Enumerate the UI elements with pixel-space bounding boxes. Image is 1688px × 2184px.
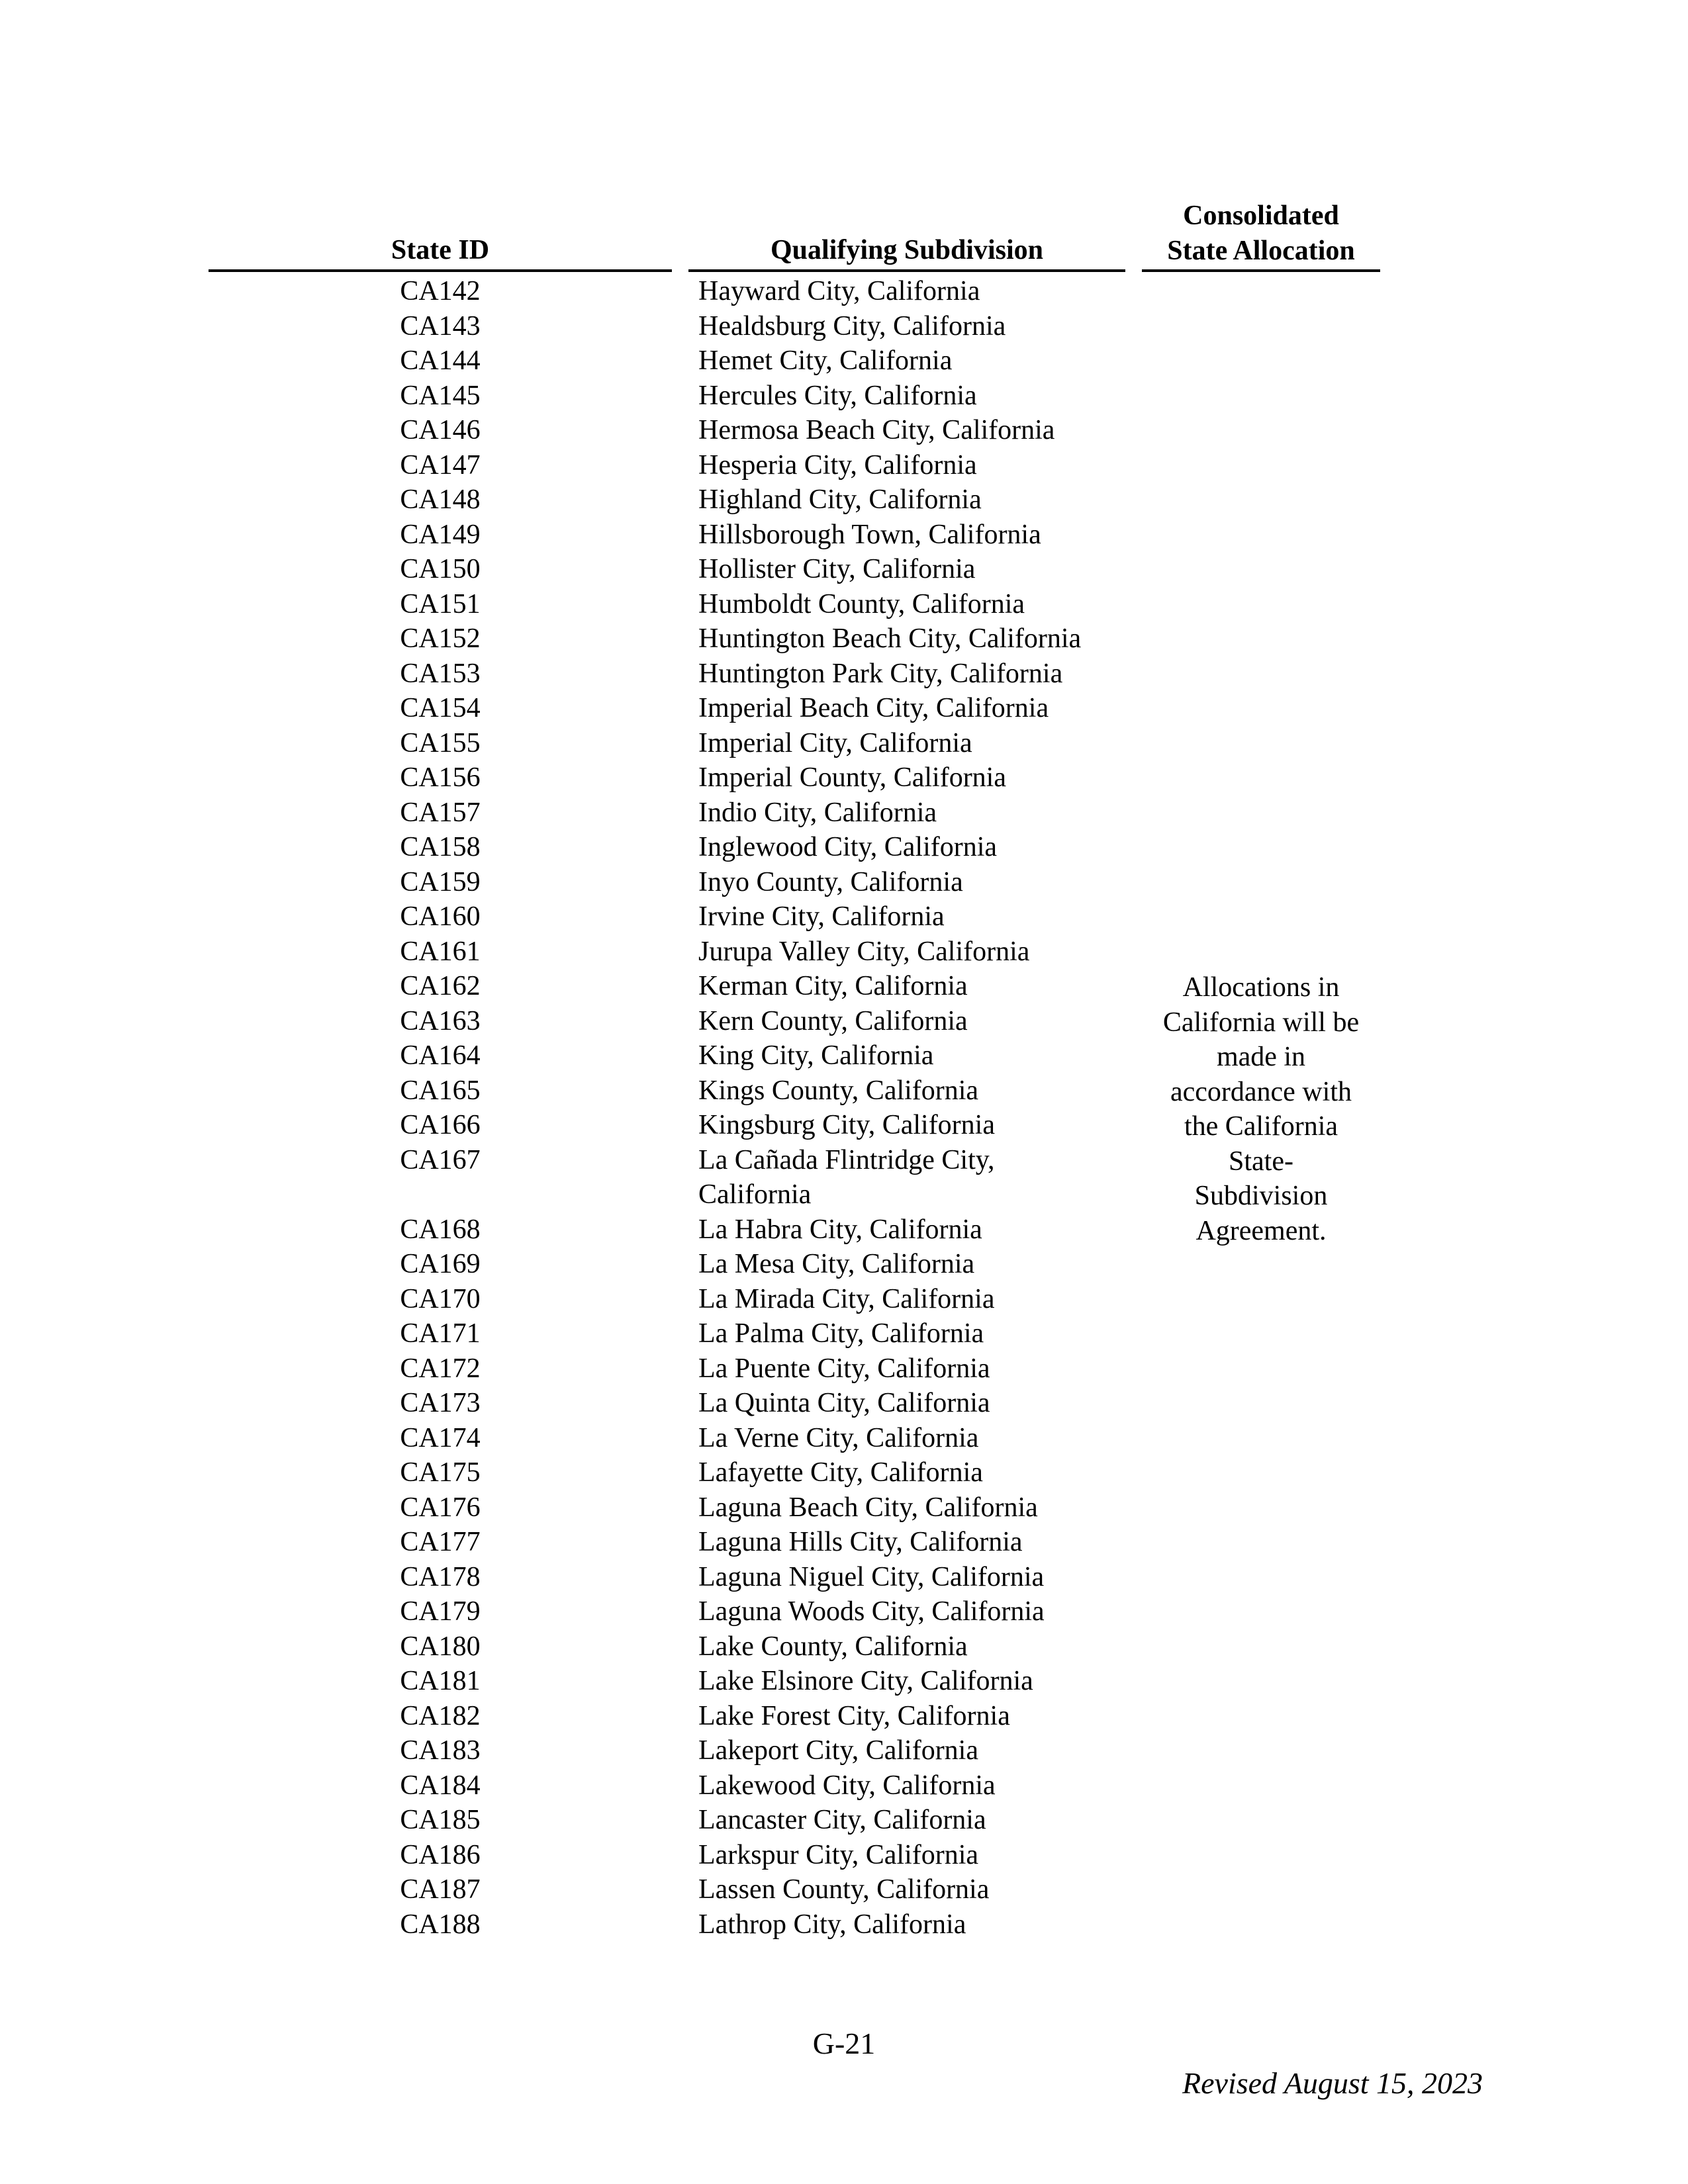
- state-id-cell: CA149: [400, 519, 481, 550]
- table-row: [0, 1664, 1688, 1699]
- table-row: [0, 1247, 1688, 1282]
- subdivision-cell: Lakewood City, California: [698, 1770, 996, 1801]
- state-id-cell: CA154: [400, 693, 481, 723]
- subdivision-cell: Lake Forest City, California: [698, 1700, 1010, 1731]
- subdivision-cell: Laguna Hills City, California: [698, 1527, 1023, 1557]
- table-row: [0, 1525, 1688, 1560]
- table-row: [0, 899, 1688, 934]
- state-id-cell: CA163: [400, 1005, 481, 1036]
- subdivision-cell: Irvine City, California: [698, 901, 945, 932]
- state-id-cell: CA151: [400, 588, 481, 619]
- subdivision-cell: Kings County, California: [698, 1075, 979, 1106]
- table-row: [0, 1803, 1688, 1838]
- table-row: [0, 1560, 1688, 1595]
- state-id-cell: CA165: [400, 1075, 481, 1106]
- page-number: G-21: [812, 2026, 876, 2060]
- subdivision-cell: Laguna Woods City, California: [698, 1596, 1045, 1627]
- subdivision-cell: La Quinta City, California: [698, 1388, 990, 1418]
- state-id-cell: CA155: [400, 727, 481, 758]
- table-row: [0, 1594, 1688, 1629]
- state-id-cell: CA144: [400, 345, 481, 376]
- table-row: [0, 379, 1688, 414]
- state-id-cell: CA172: [400, 1353, 481, 1384]
- state-id-cell: CA182: [400, 1700, 481, 1731]
- state-id-cell: CA173: [400, 1388, 481, 1418]
- table-row: [0, 413, 1688, 448]
- subdivision-cell: Hillsborough Town, California: [698, 519, 1041, 550]
- table-row: [0, 587, 1688, 622]
- state-id-cell: CA188: [400, 1909, 481, 1940]
- state-id-cell: CA168: [400, 1214, 481, 1245]
- state-id-cell: CA171: [400, 1318, 481, 1349]
- state-id-cell: CA152: [400, 623, 481, 654]
- subdivision-cell: Lake Elsinore City, California: [698, 1666, 1033, 1696]
- table-row: [0, 482, 1688, 518]
- table-row: [0, 1316, 1688, 1351]
- header-qualifying-subdivision: Qualifying Subdivision: [770, 235, 1044, 265]
- subdivision-cell: Kerman City, California: [698, 971, 968, 1001]
- table-row: [0, 518, 1688, 553]
- header-underline-allocation: [1142, 269, 1380, 272]
- state-id-cell: CA157: [400, 797, 481, 828]
- table-row: [0, 760, 1688, 796]
- state-id-cell: CA156: [400, 762, 481, 793]
- state-id-cell: CA161: [400, 936, 481, 967]
- table-row: [0, 830, 1688, 865]
- subdivision-cell: Lafayette City, California: [698, 1457, 983, 1488]
- table-row: [0, 1004, 1688, 1039]
- state-id-cell: CA147: [400, 449, 481, 480]
- subdivision-cell: Lake County, California: [698, 1631, 968, 1662]
- header-underline-subdivision: [688, 269, 1125, 272]
- subdivision-cell: Kern County, California: [698, 1005, 968, 1036]
- subdivision-cell: Laguna Niguel City, California: [698, 1561, 1045, 1592]
- subdivision-cell: La Cañada Flintridge City, California: [698, 1144, 995, 1210]
- state-id-cell: CA176: [400, 1492, 481, 1523]
- table-row: [0, 1733, 1688, 1768]
- table-row: [0, 691, 1688, 726]
- subdivision-cell: Highland City, California: [698, 484, 982, 515]
- subdivision-cell: Humboldt County, California: [698, 588, 1025, 619]
- table-row: [0, 1490, 1688, 1525]
- table-row: [0, 1907, 1688, 1942]
- state-id-cell: CA169: [400, 1249, 481, 1279]
- table-row: [0, 1629, 1688, 1664]
- state-id-cell: CA184: [400, 1770, 481, 1801]
- subdivision-cell: Indio City, California: [698, 797, 937, 828]
- subdivision-cell: La Mesa City, California: [698, 1249, 975, 1279]
- subdivision-cell: Hollister City, California: [698, 554, 976, 584]
- subdivision-cell: La Puente City, California: [698, 1353, 990, 1384]
- table-row: [0, 1768, 1688, 1803]
- table-row: [0, 969, 1688, 1004]
- subdivision-cell: Jurupa Valley City, California: [698, 936, 1030, 967]
- table-row: [0, 1282, 1688, 1317]
- state-id-cell: CA143: [400, 310, 481, 341]
- subdivision-cell: La Mirada City, California: [698, 1283, 995, 1314]
- allocation-note: Allocations in California will be made in accordance with the California State- Subdivision Agreement.: [1162, 972, 1360, 1246]
- table-row: [0, 552, 1688, 587]
- subdivision-cell: Hesperia City, California: [698, 449, 977, 480]
- state-id-cell: CA162: [400, 971, 481, 1001]
- table-row: [0, 1351, 1688, 1387]
- state-id-cell: CA148: [400, 484, 481, 515]
- table-row: [0, 796, 1688, 831]
- subdivision-cell: Inyo County, California: [698, 866, 963, 897]
- state-id-cell: CA183: [400, 1735, 481, 1766]
- state-id-cell: CA146: [400, 415, 481, 445]
- subdivision-cell: Lathrop City, California: [698, 1909, 966, 1940]
- subdivision-cell: Lakeport City, California: [698, 1735, 978, 1766]
- table-row: [0, 1212, 1688, 1248]
- table-body: [0, 274, 1688, 1942]
- subdivision-cell: Kingsburg City, California: [698, 1110, 995, 1140]
- subdivision-cell: Imperial Beach City, California: [698, 693, 1049, 723]
- subdivision-cell: La Habra City, California: [698, 1214, 982, 1245]
- state-id-cell: CA180: [400, 1631, 481, 1662]
- state-id-cell: CA174: [400, 1422, 481, 1453]
- state-id-cell: CA164: [400, 1040, 481, 1071]
- state-id-cell: CA153: [400, 658, 481, 689]
- subdivision-cell: La Palma City, California: [698, 1318, 984, 1349]
- table-row: [0, 934, 1688, 970]
- state-id-cell: CA167: [400, 1144, 481, 1175]
- subdivision-cell: Imperial County, California: [698, 762, 1006, 793]
- subdivision-cell: Huntington Beach City, California: [698, 623, 1082, 654]
- table-row: [0, 448, 1688, 483]
- table-row: [0, 309, 1688, 344]
- table-row: [0, 1699, 1688, 1734]
- state-id-cell: CA185: [400, 1805, 481, 1835]
- state-id-cell: CA179: [400, 1596, 481, 1627]
- subdivision-cell: Lassen County, California: [698, 1874, 990, 1905]
- table-row: [0, 1455, 1688, 1490]
- table-row: [0, 621, 1688, 657]
- state-id-cell: CA187: [400, 1874, 481, 1905]
- table-row: [0, 1038, 1688, 1073]
- table-row: [0, 657, 1688, 692]
- subdivision-cell: Healdsburg City, California: [698, 310, 1006, 341]
- subdivision-cell: Hemet City, California: [698, 345, 953, 376]
- table-row: [0, 1386, 1688, 1421]
- state-id-cell: CA175: [400, 1457, 481, 1488]
- table-row: [0, 1838, 1688, 1873]
- state-id-cell: CA166: [400, 1110, 481, 1140]
- subdivision-cell: Hayward City, California: [698, 276, 980, 306]
- table-row: [0, 1108, 1688, 1143]
- header-underline-state-id: [209, 269, 672, 272]
- header-consolidated-state-allocation: Consolidated State Allocation: [1167, 201, 1355, 266]
- subdivision-cell: Huntington Park City, California: [698, 658, 1063, 689]
- state-id-cell: CA159: [400, 866, 481, 897]
- subdivision-cell: Lancaster City, California: [698, 1805, 986, 1835]
- header-state-id: State ID: [391, 235, 490, 265]
- state-id-cell: CA177: [400, 1527, 481, 1557]
- state-id-cell: CA145: [400, 380, 481, 411]
- state-id-cell: CA142: [400, 276, 481, 306]
- state-id-cell: CA160: [400, 901, 481, 932]
- state-id-cell: CA178: [400, 1561, 481, 1592]
- subdivision-cell: Hercules City, California: [698, 380, 977, 411]
- table-row: [0, 343, 1688, 379]
- subdivision-cell: Laguna Beach City, California: [698, 1492, 1038, 1523]
- subdivision-cell: Larkspur City, California: [698, 1839, 979, 1870]
- revised-date: Revised August 15, 2023: [1182, 2066, 1483, 2100]
- subdivision-cell: La Verne City, California: [698, 1422, 979, 1453]
- subdivision-cell: Inglewood City, California: [698, 832, 998, 862]
- table-row: [0, 1143, 1688, 1212]
- state-id-cell: CA170: [400, 1283, 481, 1314]
- table-row: [0, 1421, 1688, 1456]
- state-id-cell: CA150: [400, 554, 481, 584]
- table-row: [0, 726, 1688, 761]
- table-row: [0, 1872, 1688, 1907]
- state-id-cell: CA181: [400, 1666, 481, 1696]
- subdivision-cell: King City, California: [698, 1040, 934, 1071]
- table-row: [0, 274, 1688, 309]
- state-id-cell: CA158: [400, 832, 481, 862]
- subdivision-cell: Imperial City, California: [698, 727, 972, 758]
- table-row: [0, 865, 1688, 900]
- subdivision-cell: Hermosa Beach City, California: [698, 415, 1055, 445]
- state-id-cell: CA186: [400, 1839, 481, 1870]
- table-row: [0, 1073, 1688, 1109]
